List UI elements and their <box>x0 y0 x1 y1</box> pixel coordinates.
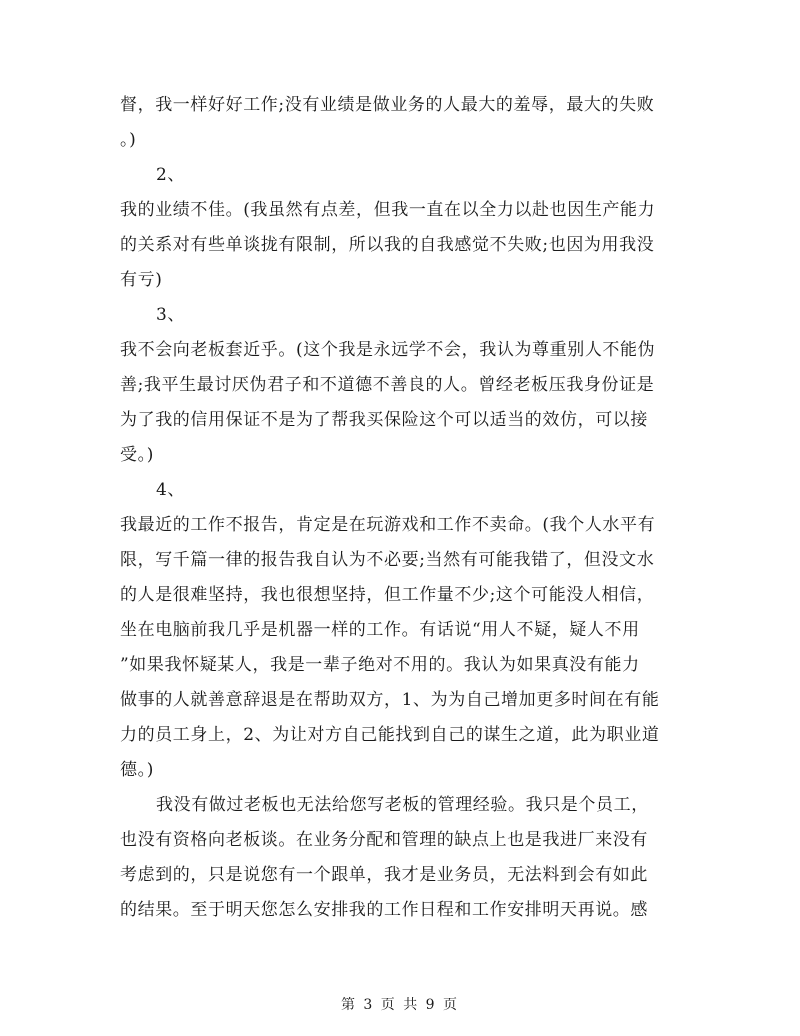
text-line: 2、 <box>156 165 186 185</box>
text-line: 的结果。至于明天您怎么安排我的工作日程和工作安排明天再说。感 <box>120 900 648 920</box>
text-line: ”如果我怀疑某人，我是一辈子绝对不用的。我认为如果真没有能力 <box>120 655 640 675</box>
text-line: 做事的人就善意辞退是在帮助双方，1、为为自己增加更多时间在有能 <box>120 690 660 710</box>
text-line: 有亏) <box>120 270 163 290</box>
text-line: 德。) <box>120 760 154 780</box>
text-line: 的人是很难坚持，我也很想坚持，但工作量不少;这个可能没人相信， <box>120 585 655 605</box>
text-line: 我不会向老板套近乎。(这个我是永远学不会，我认为尊重别人不能伪 <box>120 340 656 360</box>
text-line: 的关系对有些单谈拢有限制，所以我的自我感觉不失败;也因为用我没 <box>120 235 655 255</box>
text-line: 坐在电脑前我几乎是机器一样的工作。有话说“用人不疑，疑人不用 <box>120 620 640 640</box>
text-line: 。) <box>120 130 137 150</box>
text-line: 限，写千篇一律的报告我自认为不必要;当然有可能我错了，但没文水 <box>120 550 655 570</box>
text-line: 3、 <box>156 305 186 325</box>
text-line: 我的业绩不佳。(我虽然有点差，但我一直在以全力以赴也因生产能力 <box>120 200 656 220</box>
text-line: 力的员工身上，2、为让对方自己能找到自己的谋生之道，此为职业道 <box>120 725 660 745</box>
page-footer: 第 3 页 共 9 页 <box>340 997 460 1013</box>
body-text <box>120 88 680 928</box>
text-line: 为了我的信用保证不是为了帮我买保险这个可以适当的效仿，可以接 <box>120 410 648 430</box>
text-line: 考虑到的，只是说您有一个跟单，我才是业务员，无法料到会有如此 <box>120 865 648 885</box>
text-line: 4、 <box>156 480 186 500</box>
text-line: 受。) <box>120 445 154 465</box>
text-line: 我没有做过老板也无法给您写老板的管理经验。我只是个员工， <box>156 795 649 815</box>
text-line: 督，我一样好好工作;没有业绩是做业务的人最大的羞辱，最大的失败 <box>120 95 655 115</box>
text-line: 我最近的工作不报告，肯定是在玩游戏和工作不卖命。(我个人水平有 <box>120 515 656 535</box>
text-line: 善;我平生最讨厌伪君子和不道德不善良的人。曾经老板压我身份证是 <box>120 375 655 395</box>
text-line: 也没有资格向老板谈。在业务分配和管理的缺点上也是我进厂来没有 <box>120 830 648 850</box>
